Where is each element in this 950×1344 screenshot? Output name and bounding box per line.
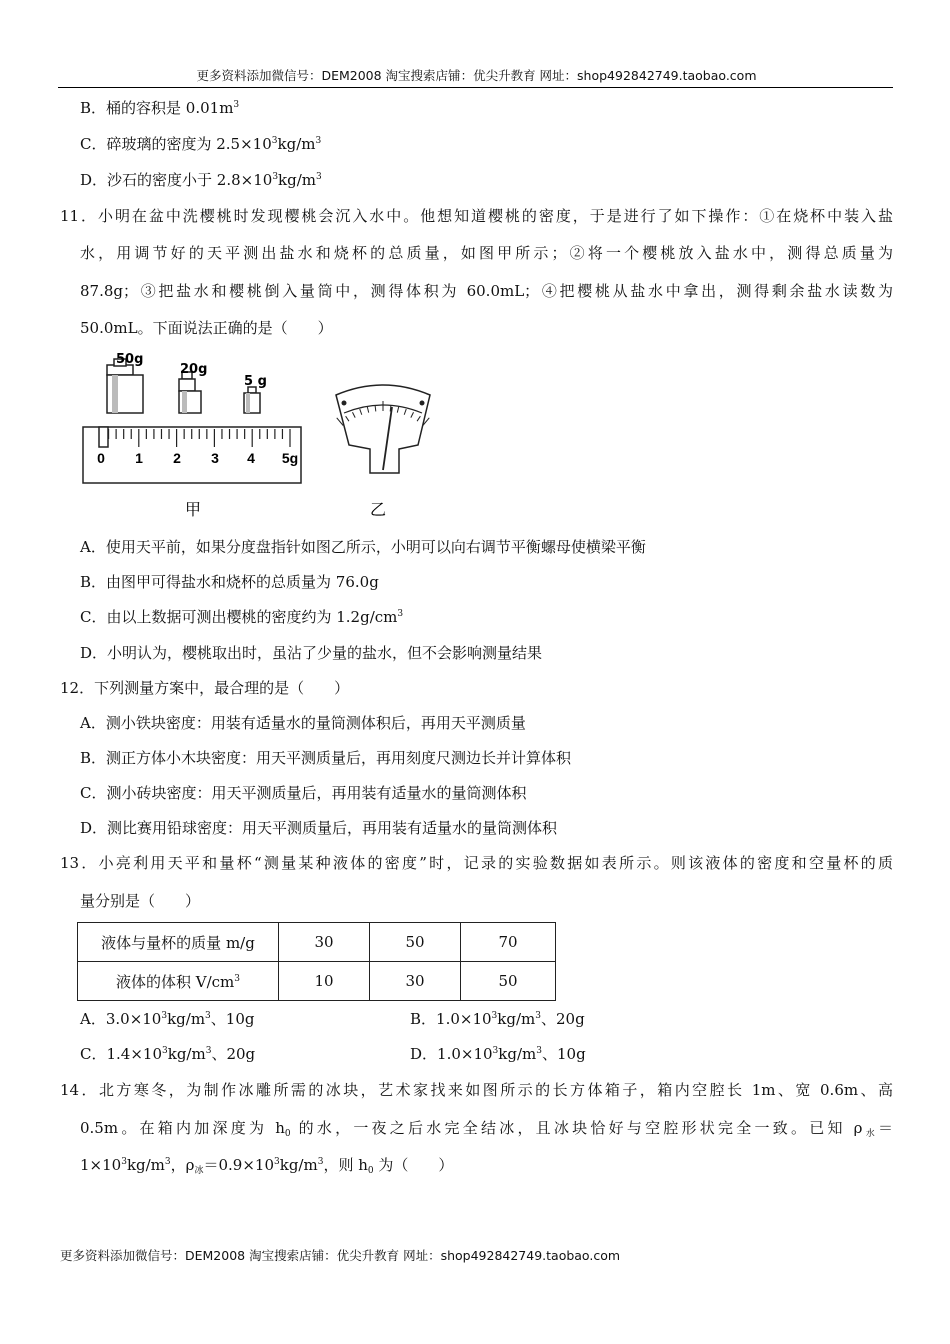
q10-option-d [80,170,322,190]
table-row [78,923,556,962]
opt-post: 、10g [541,1045,586,1063]
tick-label: 4 [247,450,255,466]
table-cell: 50 [461,962,556,1001]
table-cell: 10 [279,962,370,1001]
q12-option-a: A．测小铁块密度：用装有适量水的量筒测体积后，再用天平测质量 [80,714,526,732]
opt-pre: D．1.0×10 [410,1045,493,1063]
q10-c-mid: kg/m [277,135,316,153]
weight-5g [244,387,260,413]
q10-c-sup1: 3 [271,136,278,146]
q11-c-sup: 3 [397,609,404,619]
q11-option-c [80,607,403,627]
q10-c-sup2: 3 [315,136,322,146]
q13-data-table [77,922,556,1001]
weight-20g [179,372,201,413]
balance-dial [336,385,430,473]
q11-option-b: B．由图甲可得盐水和烧杯的总质量为 76.0g [80,573,379,591]
q14-stem-line3 [80,1155,453,1175]
q10-option-b [80,98,239,118]
opt-sup: 3 [535,1011,541,1021]
opt-post: 、20g [540,1010,585,1028]
q14-l2-a: 0.5m。在箱内加深度为 h [80,1119,285,1137]
tick-label: 2 [173,450,181,466]
opt-pre: A．3.0×10 [80,1010,162,1028]
q11-figure [78,345,438,525]
page-footer: 更多资料添加微信号：DEM2008 淘宝搜索店铺：优尖升教育 网址：shop492842749.taobao.com [60,1248,621,1263]
tick-label: 3 [211,450,219,466]
page-header: 更多资料添加微信号：DEM2008 淘宝搜索店铺：优尖升教育 网址：shop492842749.taobao.com [196,68,757,83]
table-row [78,962,556,1001]
q10-option-c [80,134,321,154]
volume-label-text: 液体的体积 V/cm [115,972,235,991]
q13-option-a [80,1009,254,1029]
q14-stem-line1: 14．北方寒冬，为制作冰雕所需的冰块，艺术家找来如图所示的长方体箱子，箱内空腔长 1m、宽 0.6m、高 [60,1081,893,1099]
opt-mid: kg/m [498,1045,537,1063]
header-divider [58,87,893,88]
q10-d-mid: kg/m [278,171,317,189]
figure-label-jia: 甲 [184,500,202,519]
opt-pre: C．1.4×10 [80,1045,162,1063]
q14-l3-sub2: 0 [367,1166,374,1176]
q10-b-sup: 3 [233,100,240,110]
weight-label-20g: 20g [180,362,208,377]
opt-sup: 3 [162,1046,168,1056]
opt-mid: kg/m [497,1010,536,1028]
q13-option-b [410,1009,585,1029]
opt-sup: 3 [205,1011,211,1021]
weight-label-50g: 50g [116,352,144,367]
q14-l2-sub: 0 [284,1129,291,1139]
opt-post: 、20g [211,1045,256,1063]
q10-b-text: B．桶的容积是 0.01m [80,99,234,117]
q14-stem-line2 [80,1118,893,1138]
q14-l3-b: kg/m [126,1156,165,1174]
q14-l2-c: ＝ [878,1119,894,1137]
tick-label: 1 [135,450,143,466]
opt-sup: 3 [491,1011,498,1021]
q14-l3-c: ，ρ [170,1156,195,1174]
opt-pre: B．1.0×10 [410,1010,492,1028]
q14-l3-sup: 3 [164,1157,171,1167]
table-cell: 50 [370,923,461,962]
q14-l3-sup: 3 [317,1157,324,1167]
q10-d-pre: D．沙石的密度小于 2.8×10 [80,171,273,189]
q14-l3-sup: 3 [121,1157,127,1167]
figure-label-yi: 乙 [369,500,387,519]
q14-l3-e: kg/m [279,1156,318,1174]
table-cell: 70 [461,923,556,962]
tick-label: 5g [281,450,299,466]
q14-l3-sub: 冰 [194,1166,204,1176]
opt-sup: 3 [536,1046,542,1056]
q11-stem-line1: 11．小明在盆中洗樱桃时发现樱桃会沉入水中。他想知道樱桃的密度，于是进行了如下操作：①在烧杯中装入盐 [60,207,893,225]
row-label-mass: 液体与量杯的质量 m/g [78,923,279,962]
opt-mid: kg/m [167,1045,206,1063]
q14-l3-a: 1×10 [80,1156,122,1174]
q13-option-c [80,1044,255,1064]
q10-c-pre: C．碎玻璃的密度为 2.5×10 [80,135,272,153]
q12-option-b: B．测正方体小木块密度：用天平测质量后，再用刻度尺测边长并计算体积 [80,749,572,767]
q11-c-text: C．由以上数据可测出樱桃的密度约为 1.2g/cm [80,608,398,626]
opt-sup: 3 [492,1046,499,1056]
q11-stem-line4: 50.0mL。下面说法正确的是（ ） [80,319,333,337]
q12-stem: 12．下列测量方案中，最合理的是（ ） [60,679,350,697]
q13-stem-line2: 量分别是（ ） [80,892,201,910]
q11-option-d: D．小明认为，樱桃取出时，虽沾了少量的盐水，但不会影响测量结果 [80,644,543,662]
q11-stem-line2: 水，用调节好的天平测出盐水和烧杯的总质量，如图甲所示；②将一个樱桃放入盐水中，测得总质量为 [80,244,893,262]
tick-label: 0 [97,450,105,466]
q14-l3-sup: 3 [274,1157,280,1167]
row-label-volume [78,962,279,1001]
q14-l3-d: ＝0.9×10 [203,1156,274,1174]
q13-stem-line1: 13．小亮利用天平和量杯“测量某种液体的密度”时，记录的实验数据如表所示。则该液体的密度和空量杯的质 [60,854,893,872]
q11-stem-line3: 87.8g；③把盐水和樱桃倒入量筒中，测得体积为 60.0mL；④把樱桃从盐水中拿出，测得剩余盐水读数为 [80,282,893,300]
q11-option-a: A．使用天平前，如果分度盘指针如图乙所示，小明可以向右调节平衡螺母使横梁平衡 [80,538,646,556]
opt-mid: kg/m [167,1010,206,1028]
q10-d-sup2: 3 [316,172,322,182]
q12-option-c: C．测小砖块密度：用天平测质量后，再用装有适量水的量筒测体积 [80,784,527,802]
opt-sup: 3 [205,1046,212,1056]
table-cell: 30 [279,923,370,962]
opt-post: 、10g [210,1010,255,1028]
weight-50g [107,359,143,413]
volume-label-sup: 3 [234,973,240,984]
dial-tick [375,405,376,411]
table-cell: 30 [370,962,461,1001]
opt-sup: 3 [161,1011,168,1021]
q14-l3-g: 为（ ） [373,1156,454,1174]
weight-label-5g: 5 g [244,374,267,389]
q14-l3-f: ，则 h [323,1156,368,1174]
q13-option-d [410,1044,586,1064]
q10-d-sup1: 3 [272,172,279,182]
q14-l2-sub2: 水 [862,1129,878,1139]
q12-option-d: D．测比赛用铅球密度：用天平测质量后，再用装有适量水的量筒测体积 [80,819,558,837]
q14-l2-b: 的水，一夜之后水完全结冰，且冰块恰好与空腔形状完全一致。已知 ρ [290,1119,863,1137]
rider [99,427,108,447]
